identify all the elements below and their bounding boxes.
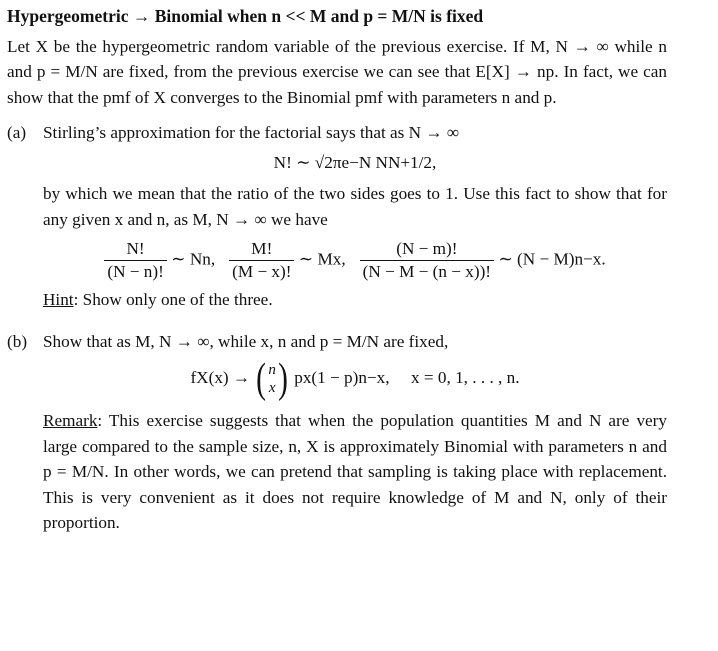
part-b-lead: Show that as M, N → ∞, while x, n and p = M/N are fixed,: [43, 331, 449, 351]
fraction-2-numerator: M!: [251, 239, 273, 258]
pmf-rhs: px(1 − p)n−x,: [294, 367, 390, 387]
binom-top: n: [268, 362, 276, 378]
hint-label: Hint: [43, 290, 74, 309]
part-a-label: (a): [7, 123, 27, 142]
hint-text: : Show only one of the three.: [73, 290, 273, 309]
pmf-lhs: fX(x) →: [190, 367, 251, 387]
factorial-limits: [43, 238, 667, 283]
part-a-text: by which we mean that the ratio of the two sides goes to 1. Use this fact to show that for any given x and n, as M, N → ∞ we have: [43, 184, 667, 229]
fraction-3-numerator: (N − m)!: [396, 239, 458, 258]
fraction-2-limit: ∼ Mx,: [298, 249, 346, 269]
fraction-1-limit: ∼ Nn,: [171, 249, 216, 269]
part-a: [7, 120, 667, 313]
fraction-1-denominator: (N − n)!: [104, 260, 166, 283]
fraction-2-denominator: (M − x)!: [229, 260, 294, 283]
support-range: x = 0, 1, . . . , n.: [411, 367, 520, 387]
fraction-3-denominator: (N − M − (n − x))!: [360, 260, 494, 283]
binomial-limit-formula: [43, 358, 667, 400]
part-a-lead: Stirling’s approximation for the factorial says that as N → ∞: [43, 123, 460, 142]
part-b: [7, 329, 667, 536]
fraction-1: [104, 238, 166, 283]
document-page: [7, 4, 667, 536]
fraction-1-numerator: N!: [126, 239, 145, 258]
exercise-title: Hypergeometric → Binomial when n << M and p = M/N is fixed: [7, 6, 484, 26]
binomial-coefficient: ( n x ): [256, 356, 288, 402]
fraction-3: [360, 238, 494, 283]
fraction-2: [229, 238, 294, 283]
remark: [43, 408, 667, 536]
remark-text: : This exercise suggests that when the population quantities M and N are very large compared to the sample size, n, X is approximately Binomial with parameters n and p = M/N. In other words, we can pretend that sampling is taking place with replacement. This is very convenient as it does not require knowledge of M and N, only of their proportion.: [43, 411, 667, 532]
remark-label: Remark: [43, 411, 98, 430]
stirling-formula: N! ∼ √2πe−N NN+1/2,: [273, 152, 437, 172]
hint: [43, 287, 667, 313]
part-b-label: (b): [7, 331, 28, 351]
binom-bottom: x: [268, 380, 276, 396]
intro-paragraph: Let X be the hypergeometric random variable of the previous exercise. If M, N → ∞ while n and p = M/N are fixed, from the previous exercise we can see that E[X] → np. In fact, we can show that the pmf of X converges to the Binomial pmf with parameters n and p.: [7, 36, 667, 107]
fraction-3-limit: ∼ (N − M)n−x.: [498, 249, 606, 269]
